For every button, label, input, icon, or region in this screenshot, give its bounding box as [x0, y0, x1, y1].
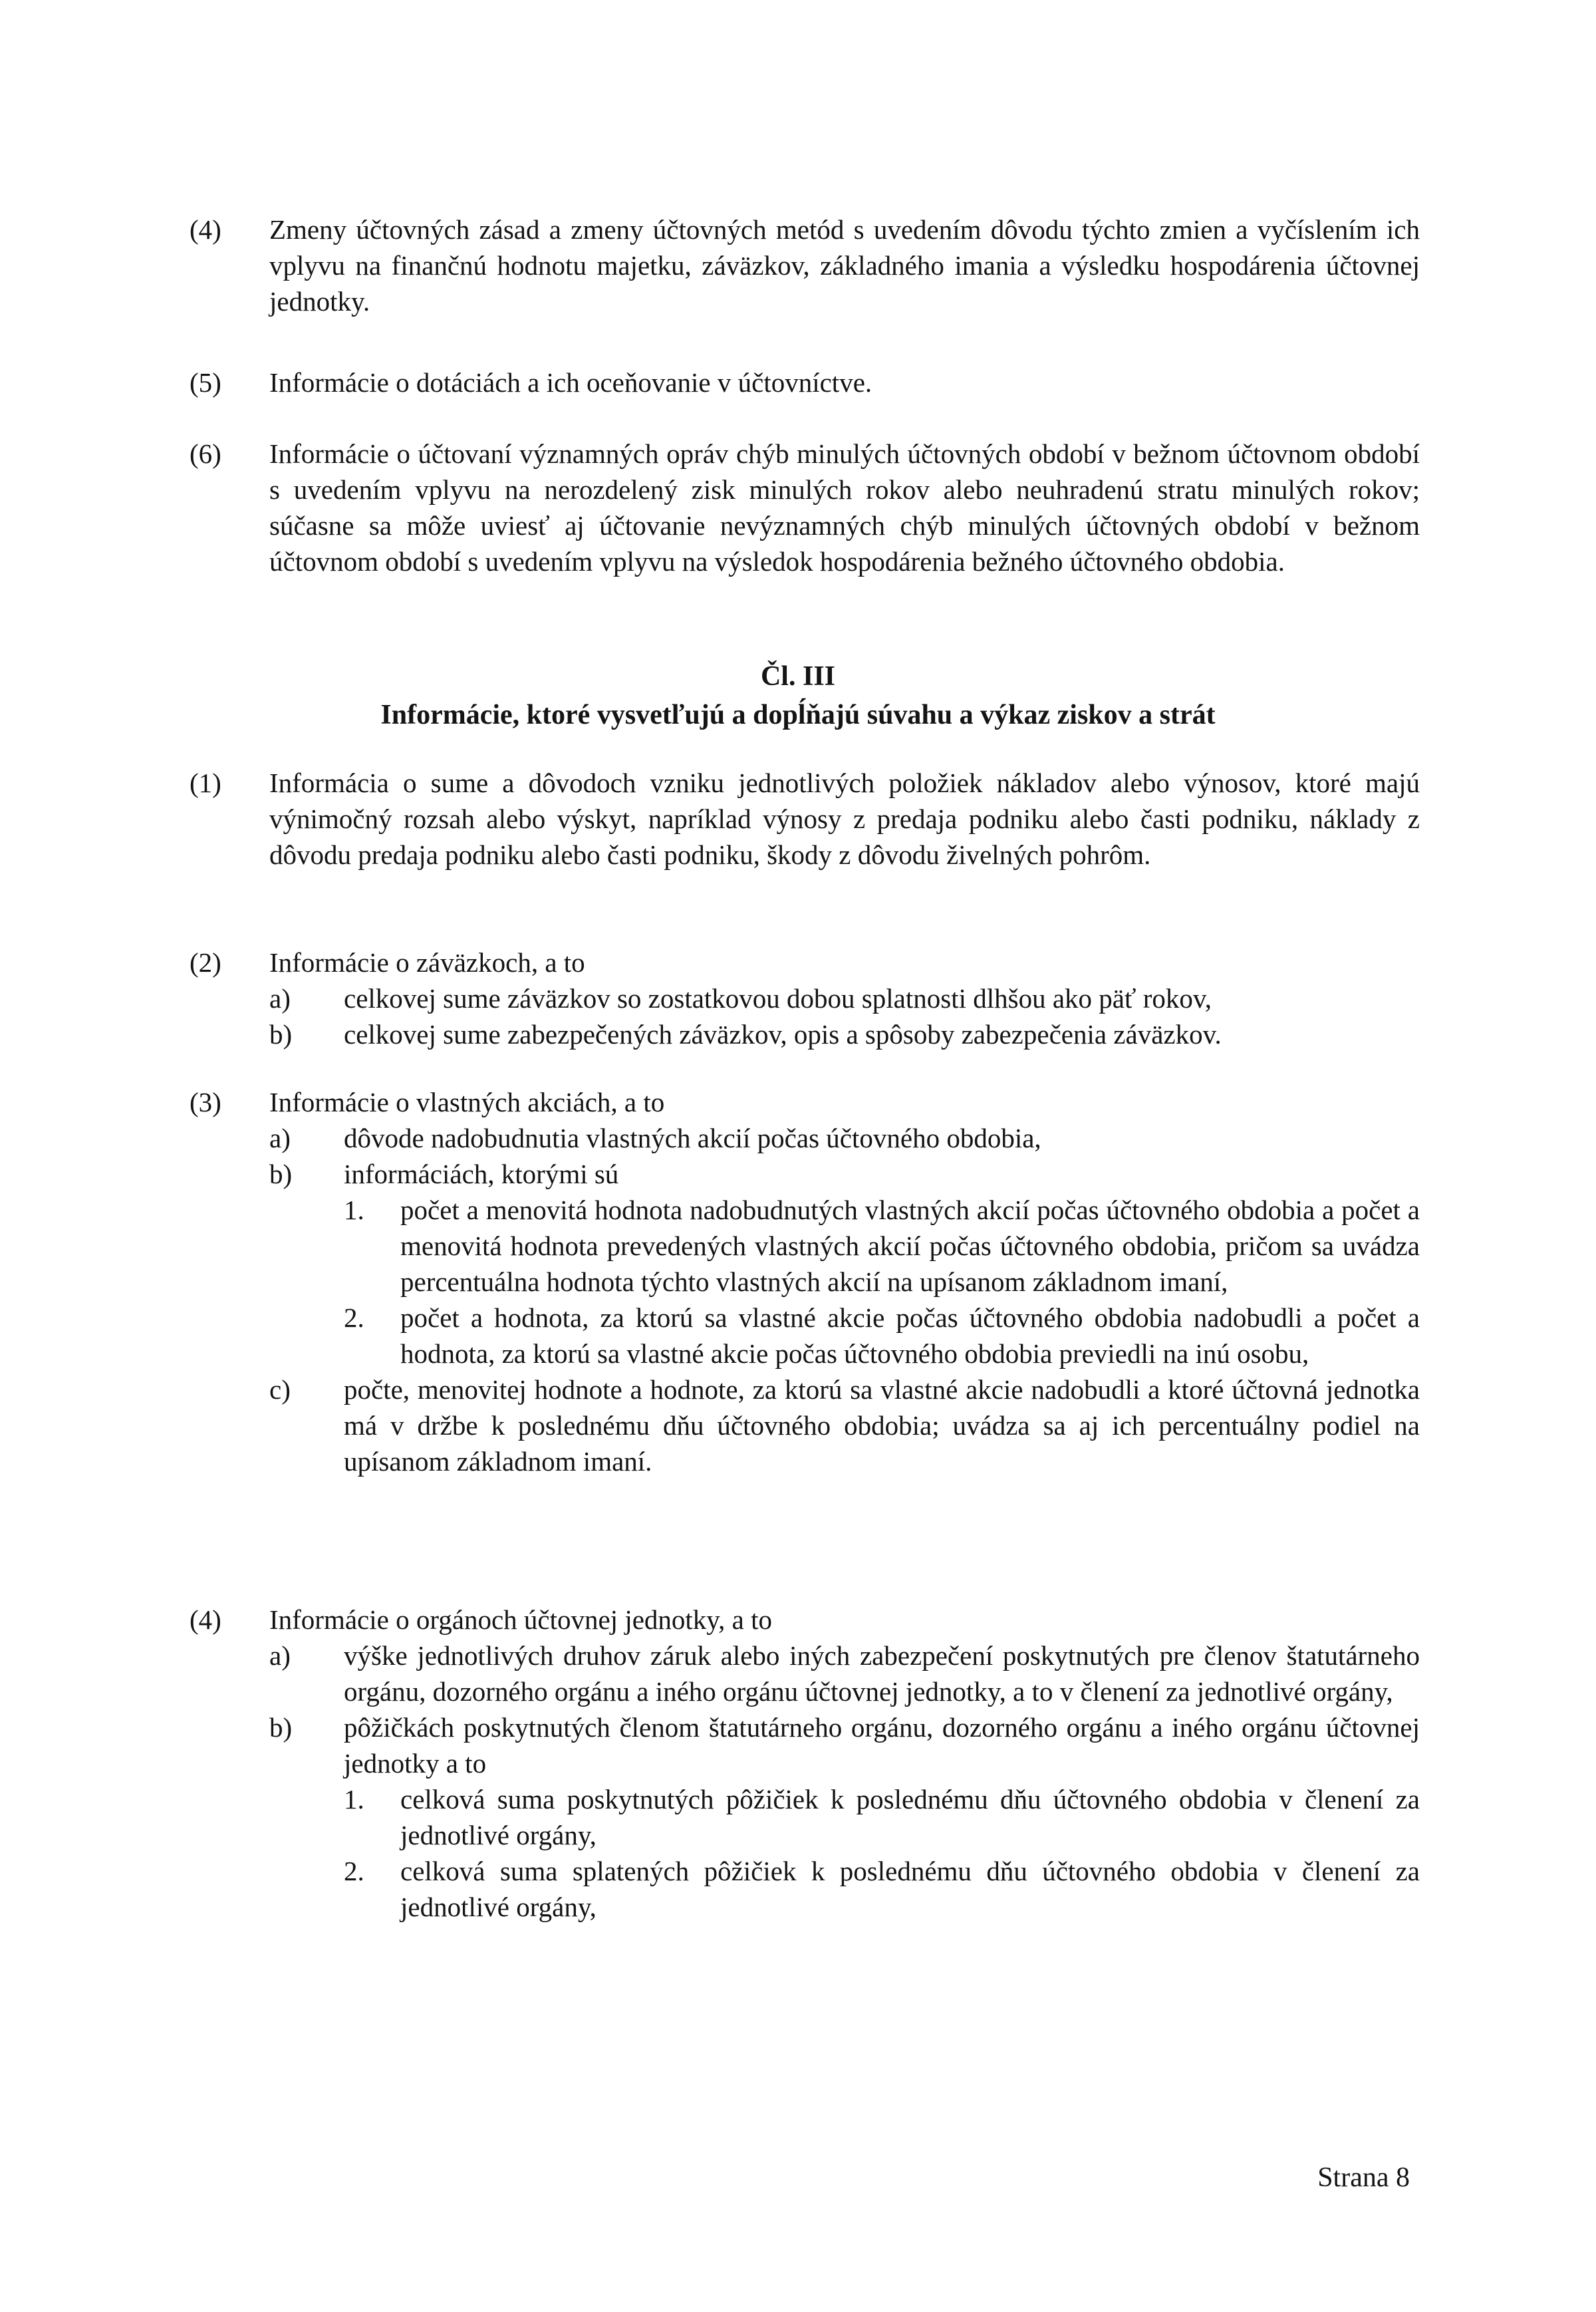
- article-paragraph-2: [190, 944, 1420, 1052]
- list-item: [269, 1638, 1420, 1709]
- list-item-label: a): [269, 1123, 291, 1153]
- list-item-label: a): [269, 1640, 291, 1671]
- paragraph-text: Zmeny účtovných zásad a zmeny účtovných metód s uvedením dôvodu týchto zmien a vyčíslením ich vplyvu na finančnú hodnotu majetku, záväzkov, základného imania a výsledku hospodárenia účtovnej jednotky.: [269, 214, 1420, 317]
- paragraph-5-top: [190, 364, 1420, 400]
- sub-list-item: [344, 1192, 1420, 1300]
- article-paragraph-3: [190, 1084, 1420, 1479]
- sub-list-item-label: 2.: [344, 1302, 364, 1333]
- paragraph-number: (1): [190, 768, 221, 798]
- list-item-text: výške jednotlivých druhov záruk alebo iných zabezpečení poskytnutých pre členov štatutárneho orgánu, dozorného orgánu a iného orgánu účtovnej jednotky, a to v členení za jednotlivé orgány,: [344, 1640, 1420, 1707]
- paragraph-text: Informácie o záväzkoch, a to: [269, 947, 585, 978]
- list-item-label: b): [269, 1159, 293, 1189]
- paragraph-number: (2): [190, 947, 221, 978]
- list-item-text: pôžičkách poskytnutých členom štatutárneho orgánu, dozorného orgánu a iného orgánu účtovnej jednotky a to: [344, 1712, 1420, 1779]
- paragraph-6-top: [190, 436, 1420, 579]
- paragraph-text: Informácia o sume a dôvodoch vzniku jednotlivých položiek nákladov alebo výnosov, ktoré majú výnimočný rozsah alebo výskyt, napríklad výnosy z predaja podniku alebo časti podniku, náklady z dôvodu predaja podniku alebo časti podniku, škody z dôvodu živelných pohrôm.: [269, 768, 1420, 870]
- paragraph-number: (4): [190, 1604, 221, 1635]
- list-item-text: informáciách, ktorými sú: [344, 1159, 619, 1189]
- list-item-label: a): [269, 983, 291, 1014]
- paragraph-text: Informácie o dotáciách a ich oceňovanie v účtovníctve.: [269, 367, 872, 398]
- paragraph-number: (5): [190, 367, 221, 398]
- paragraph-number: (6): [190, 438, 221, 469]
- list-item: [269, 1372, 1420, 1479]
- paragraph-4-top: [190, 212, 1420, 319]
- list-item-text: počte, menovitej hodnote a hodnote, za ktorú sa vlastné akcie nadobudli a ktoré účtovná jednotka má v držbe k poslednému dňu účtovného obdobia; uvádza sa aj ich percentuálny podiel na upísanom základnom imaní.: [344, 1374, 1420, 1477]
- article-title: Informácie, ktoré vysvetľujú a dopĺňajú súvahu a výkaz ziskov a strát: [380, 700, 1216, 730]
- list-item-label: b): [269, 1712, 293, 1743]
- paragraph-text: Informácie o vlastných akciách, a to: [269, 1087, 665, 1117]
- sub-list-item: [344, 1781, 1420, 1853]
- sub-list-item-label: 1.: [344, 1195, 364, 1225]
- article-paragraph-4: [190, 1602, 1420, 1925]
- sub-list-item-text: celková suma poskytnutých pôžičiek k poslednému dňu účtovného obdobia v členení za jednotlivé orgány,: [400, 1784, 1420, 1850]
- paragraph-text: Informácie o účtovaní významných opráv chýb minulých účtovných období v bežnom účtovnom období s uvedením vplyvu na nerozdelený zisk minulých rokov alebo neuhradenú stratu minulých rokov; súčasne sa môže uviesť aj účtovanie nevýznamných chýb minulých účtovných období v bežnom účtovnom období s uvedením vplyvu na výsledok hospodárenia bežného účtovného obdobia.: [269, 438, 1420, 577]
- list-item-text: celkovej sume zabezpečených záväzkov, opis a spôsoby zabezpečenia záväzkov.: [344, 1019, 1222, 1050]
- list-item-text: dôvode nadobudnutia vlastných akcií počas účtovného obdobia,: [344, 1123, 1041, 1153]
- sub-list-item-label: 1.: [344, 1784, 364, 1814]
- sub-list-item-label: 2.: [344, 1856, 364, 1886]
- list-item: [269, 1156, 1420, 1192]
- sub-list-item-text: počet a menovitá hodnota nadobudnutých vlastných akcií počas účtovného obdobia a počet a menovitá hodnota prevedených vlastných akcií počas účtovného obdobia, pričom sa uvádza percentuálna hodnota týchto vlastných akcií na upísanom základnom imaní,: [400, 1195, 1420, 1297]
- list-item: [269, 980, 1420, 1016]
- paragraph-text: Informácie o orgánoch účtovnej jednotky, a to: [269, 1604, 772, 1635]
- sub-list-item-text: počet a hodnota, za ktorú sa vlastné akcie počas účtovného obdobia nadobudli a počet a hodnota, za ktorú sa vlastné akcie počas účtovného obdobia previedli na inú osobu,: [400, 1302, 1420, 1369]
- sub-list-item: [344, 1853, 1420, 1925]
- paragraph-number: (4): [190, 214, 221, 245]
- page-number: Strana 8: [1317, 2162, 1410, 2193]
- list-item: [269, 1709, 1420, 1781]
- sub-list-item-text: celková suma splatených pôžičiek k poslednému dňu účtovného obdobia v členení za jednotlivé orgány,: [400, 1856, 1420, 1922]
- list-item-text: celkovej sume záväzkov so zostatkovou dobou splatnosti dlhšou ako päť rokov,: [344, 983, 1212, 1014]
- list-item-label: b): [269, 1019, 293, 1050]
- paragraph-number: (3): [190, 1087, 221, 1117]
- article-paragraph-1: [190, 765, 1420, 873]
- sub-list-item: [344, 1300, 1420, 1372]
- list-item: [269, 1120, 1420, 1156]
- article-number: Čl. III: [760, 661, 836, 692]
- list-item-label: c): [269, 1374, 291, 1405]
- list-item: [269, 1016, 1420, 1052]
